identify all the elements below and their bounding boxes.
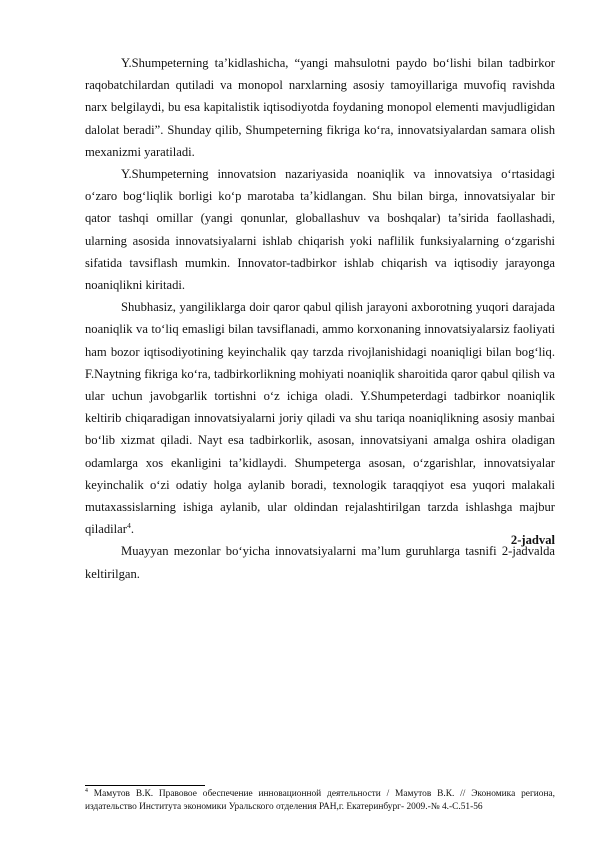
footnote-reference[interactable]: 4 <box>126 521 131 531</box>
table-caption: 2-jadval <box>510 533 555 547</box>
paragraph-4: Muayyan mezonlar bo‘yicha innovatsiyalarni ma’lum guruhlarga tasnifi 2-jadvalda keltirilgan. <box>85 544 555 581</box>
body-text <box>85 52 555 585</box>
footnote-marker: 4 <box>85 787 88 794</box>
paragraph-3-text: Shubhasiz, yangiliklarga doir qaror qabul qilish jarayoni axborotning yuqori darajada noaniqlik va to‘liq emasligi bilan tavsiflanadi, ammo korxonaning innovatsiyalarsiz faoliyati ham bozor iqtisodiyotining keyinchalik qay tarzda rivojlanishidagi noaniqligi bilan bog‘liq. F.Naytning fikriga ko‘ra, tadbirkorlikning mohiyati noaniqlik sharoitida qaror qabul qilish va ular uchun javobgarlik tortishni o‘z ichiga oladi. Y.Shumpeterdagi tadbirkor noaniqlik keltirib chiqaradigan innovatsiyalarni joriy qiladi va shu tariqa noaniqlikning asosiy manbai bo‘lib xizmat qiladi. Nayt esa tadbirkorlik, asosan, innovatsiyani amalga oshira oladigan odamlarga xos ekanligini ta’kidlaydi. Shumpeterga asosan, o‘zgarishlar, innovatsiyalar keyinchalik o‘zi odatiy holga aylanib boradi, texnologik taraqqiyot esa yuqori malakali mutaxassislarning ishiga aylanib, ular oldindan rejalashtirilgan tarzda ishlashga majbur qiladilar <box>85 300 555 537</box>
footnote-text: Мамутов В.К. Правовое обеспечение инновационной деятельности / Мамутов В.К. // Экономика региона, издательство Института экономики Уральского отделения РАН,г. Екатеринбург- 2009.-№ 4.-С.51-56 <box>85 789 556 812</box>
paragraph-1: Y.Shumpeterning ta’kidlashicha, “yangi mahsulotni paydo bo‘lishi bilan tadbirkor raqobatchilardan qutiladi va monopol narxlarning asosiy tamoyillariga muvofiq ravishda narx belgilaydi, bu esa kapitalistik iqtisodiyotda foydaning monopol elementi mavjudligidan dalolat beradi”. Shunday qilib, Shumpeterning fikriga ko‘ra, innovatsiyalardan samara olish mexanizmi yaratiladi. <box>85 56 555 159</box>
footnote-separator <box>85 785 205 786</box>
footnote <box>85 788 555 813</box>
paragraph-2: Y.Shumpeterning innovatsion nazariyasida noaniqlik va innovatsiya o‘rtasidagi o‘zaro bog‘liqlik borligi ko‘p marotaba ta’kidlangan. Shu bilan birga, innovatsiyalar bir qator tashqi omillar (yangi qonunlar, globallashuv va boshqalar) ta’sirida faollashadi, ularning asosida innovatsiyalarni ishlab chiqarish yoki naflilik funksiyalarning o‘zgarishi sifatida tavsiflash mumkin. Innovator-tadbirkor ishlab chiqarish va iqtisodiy jarayonga noaniqlikni kiritadi. <box>85 167 555 293</box>
paragraph-3 <box>85 296 555 540</box>
paragraph-3-end: . <box>130 522 135 537</box>
